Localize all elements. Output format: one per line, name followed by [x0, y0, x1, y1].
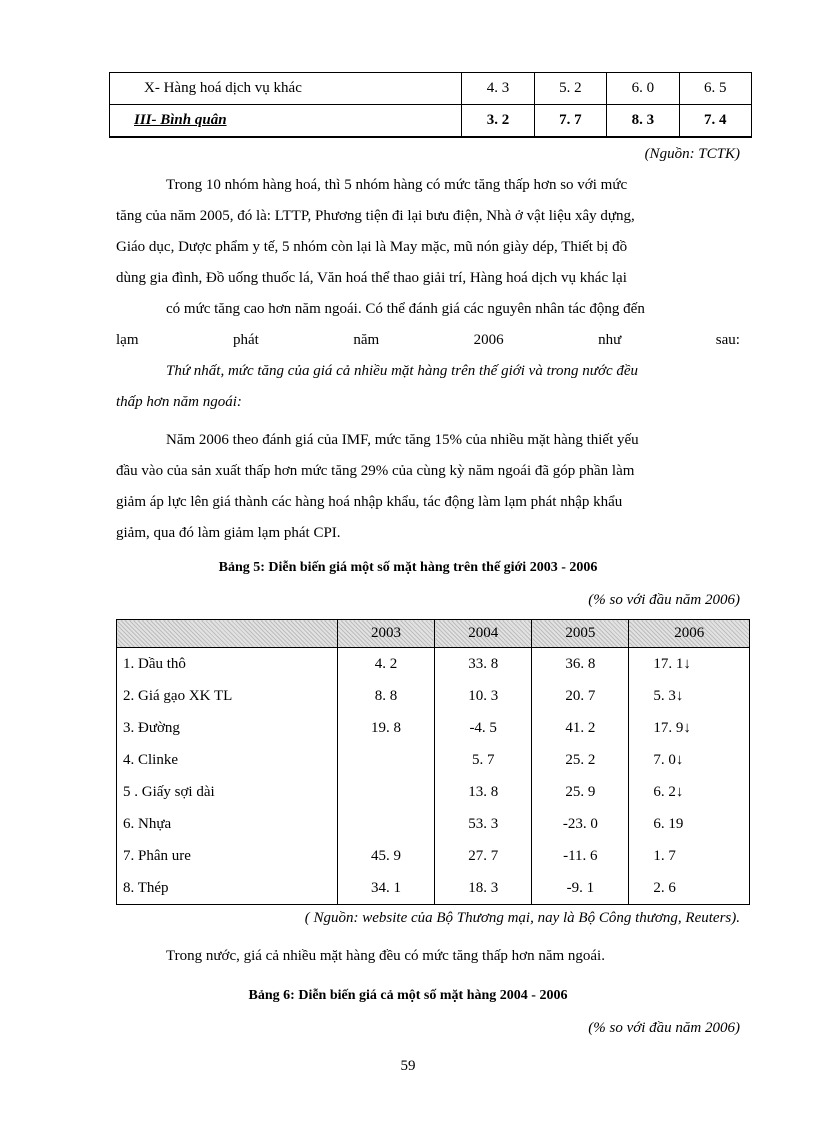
table-row: [117, 808, 750, 840]
row-label: 6. Nhựa: [117, 808, 338, 840]
cell-value: 53. 3: [435, 808, 532, 840]
cell-value: [337, 776, 434, 808]
cell-value: -23. 0: [532, 808, 629, 840]
table-row: [117, 840, 750, 872]
word: sau:: [715, 332, 740, 348]
cell-value: 25. 9: [532, 776, 629, 808]
word: 2006: [473, 332, 504, 348]
cell-value: 7. 7: [534, 105, 606, 138]
cell-value: 6. 2↓: [629, 776, 750, 808]
column-header: [117, 620, 338, 648]
text-line: tăng của năm 2005, đó là: LTTP, Phương tiện đi lại bưu điện, Nhà ở vật liệu xây dựng,: [116, 208, 635, 224]
cell-value: 6. 19: [629, 808, 750, 840]
paragraph: [116, 941, 740, 972]
cell-value: -9. 1: [532, 872, 629, 905]
row-label: 3. Đường: [117, 712, 338, 744]
text-line: giảm, qua đó làm giảm lạm phát CPI.: [116, 525, 341, 541]
cell-value: 25. 2: [532, 744, 629, 776]
column-header: 2003: [337, 620, 434, 648]
cell-value: 13. 8: [435, 776, 532, 808]
text-line: Năm 2006 theo đánh giá của IMF, mức tăng 15% của nhiều mặt hàng thiết yếu: [166, 432, 639, 448]
text-line: Thứ nhất, mức tăng của giá cả nhiều mặt hàng trên thế giới và trong nước đều: [166, 363, 639, 379]
row-label: 1. Dầu thô: [117, 648, 338, 681]
page-number: 59: [400, 1058, 416, 1074]
average-label: III- Bình quân: [134, 112, 227, 128]
table-row: [117, 872, 750, 905]
cell-value: 41. 2: [532, 712, 629, 744]
table-row: [117, 744, 750, 776]
row-label: 8. Thép: [117, 872, 338, 905]
column-header: 2004: [435, 620, 532, 648]
row-label: [110, 105, 462, 138]
cell-value: -11. 6: [532, 840, 629, 872]
cell-value: 18. 3: [435, 872, 532, 905]
cell-value: 33. 8: [435, 648, 532, 681]
row-label: 5 . Giấy sợi dài: [117, 776, 338, 808]
cell-value: 4. 2: [337, 648, 434, 681]
text-line: dùng gia đình, Đồ uống thuốc lá, Văn hoá thể thao giải trí, Hàng hoá dịch vụ khác lại: [116, 270, 627, 286]
cell-value: 5. 2: [534, 73, 606, 105]
text-line: Giáo dục, Dược phẩm y tế, 5 nhóm còn lại là May mặc, mũ nón giày dép, Thiết bị đồ: [116, 239, 628, 255]
table-row: [117, 712, 750, 744]
cell-value: -4. 5: [435, 712, 532, 744]
cell-value: [337, 744, 434, 776]
cell-value: 6. 5: [679, 73, 751, 105]
cell-value: 27. 7: [435, 840, 532, 872]
word: lạm: [116, 332, 139, 348]
text-line: giảm áp lực lên giá thành các hàng hoá nhập khẩu, tác động làm lạm phát nhập khẩu: [116, 494, 623, 510]
cell-value: 17. 1↓: [629, 648, 750, 681]
cell-value: 3. 2: [462, 105, 534, 138]
text-line: Trong 10 nhóm hàng hoá, thì 5 nhóm hàng có mức tăng thấp hơn so với mức: [166, 177, 628, 193]
table-row: [117, 648, 750, 681]
table-header-row: [117, 620, 750, 648]
paragraph: [116, 425, 740, 549]
text-line: đầu vào của sản xuất thấp hơn mức tăng 29% của cùng kỳ năm ngoái đã góp phần làm: [116, 463, 635, 479]
row-label: 2. Giá gạo XK TL: [117, 680, 338, 712]
word: phát: [233, 332, 259, 348]
paragraph: [116, 170, 740, 356]
column-header: 2006: [629, 620, 750, 648]
world-prices-table: [116, 619, 750, 905]
cell-value: 19. 8: [337, 712, 434, 744]
cell-value: 5. 7: [435, 744, 532, 776]
table-row: [110, 73, 752, 105]
cell-value: 2. 6: [629, 872, 750, 905]
table-unit-note: (% so với đầu năm 2006): [588, 592, 740, 608]
table-row: [117, 776, 750, 808]
text-line: thấp hơn năm ngoái:: [116, 394, 242, 410]
cell-value: 6. 0: [607, 73, 679, 105]
price-index-table-continued: [109, 72, 752, 138]
row-label: 4. Clinke: [117, 744, 338, 776]
cell-value: 34. 1: [337, 872, 434, 905]
text-line: Trong nước, giá cả nhiều mặt hàng đều có mức tăng thấp hơn năm ngoái.: [166, 948, 605, 964]
table-unit-note: (% so với đầu năm 2006): [588, 1020, 740, 1036]
word: như: [598, 332, 622, 348]
table-caption: Bảng 5: Diễn biến giá một số mặt hàng trên thế giới 2003 - 2006: [218, 560, 598, 575]
table-source-note: ( Nguồn: website của Bộ Thương mại, nay là Bộ Công thương, Reuters).: [304, 910, 740, 926]
table-row-average: [110, 105, 752, 138]
table-caption: Bảng 6: Diễn biến giá cả một số mặt hàng 2004 - 2006: [248, 988, 568, 1003]
paragraph-italic: [116, 356, 740, 418]
cell-value: 17. 9↓: [629, 712, 750, 744]
source-note: (Nguồn: TCTK): [644, 146, 740, 162]
cell-value: 10. 3: [435, 680, 532, 712]
row-label: 7. Phân ure: [117, 840, 338, 872]
cell-value: 20. 7: [532, 680, 629, 712]
row-label: X- Hàng hoá dịch vụ khác: [110, 73, 462, 105]
column-header: 2005: [532, 620, 629, 648]
cell-value: [337, 808, 434, 840]
cell-value: 4. 3: [462, 73, 534, 105]
cell-value: 7. 0↓: [629, 744, 750, 776]
text-line: có mức tăng cao hơn năm ngoái. Có thể đánh giá các nguyên nhân tác động đến: [166, 301, 645, 317]
word: năm: [353, 332, 380, 348]
table-row: [117, 680, 750, 712]
text-line-justified: [116, 325, 740, 356]
cell-value: 45. 9: [337, 840, 434, 872]
cell-value: 5. 3↓: [629, 680, 750, 712]
cell-value: 36. 8: [532, 648, 629, 681]
cell-value: 8. 8: [337, 680, 434, 712]
cell-value: 1. 7: [629, 840, 750, 872]
cell-value: 8. 3: [607, 105, 679, 138]
cell-value: 7. 4: [679, 105, 751, 138]
